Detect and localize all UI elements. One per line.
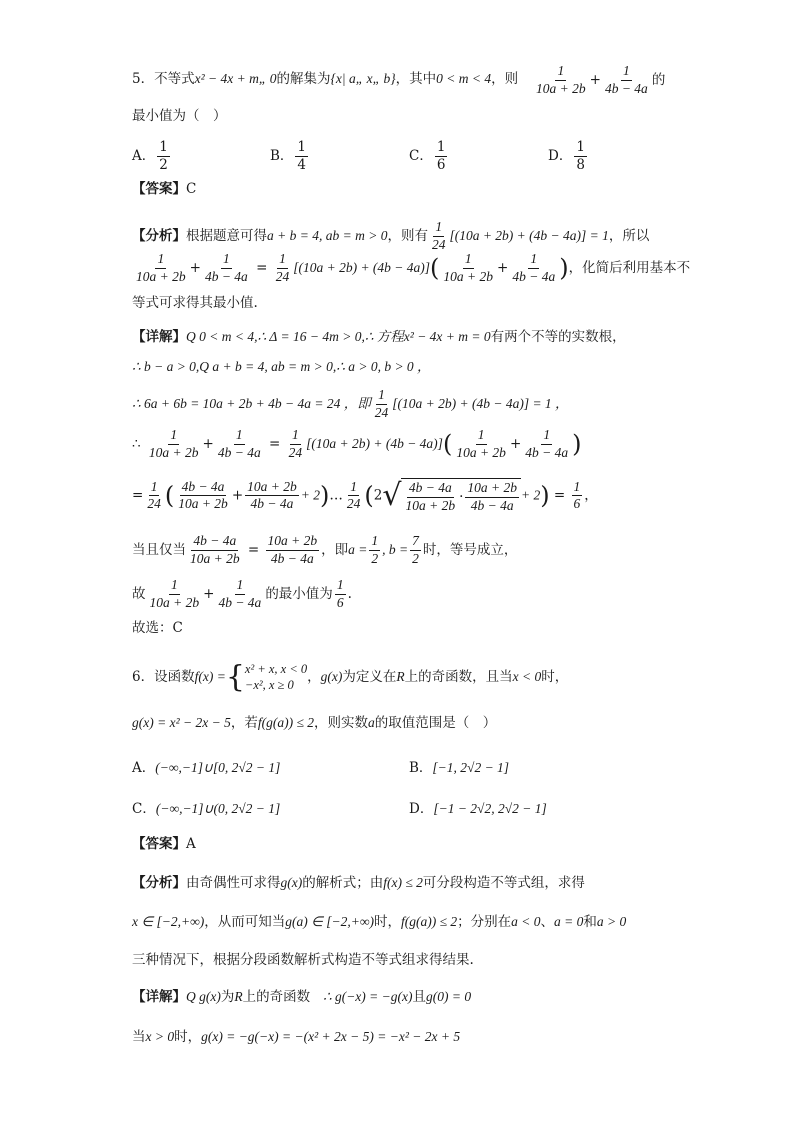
denominator: 10a + 2b — [148, 444, 199, 460]
answer-tag: 【答案】 — [132, 836, 186, 852]
fraction — [176, 480, 230, 513]
denominator: 10a + 2b — [536, 80, 586, 96]
q5-option-c[interactable] — [409, 140, 449, 173]
fraction — [188, 534, 242, 567]
q5-analysis-line2: $\frac{1}{10a + 2b}$ + $\frac{1}{4b - 4a}$ = $\frac{1}{24}$ [(10a + 2b) + (4b − 4a)]( $\frac{1}{10a + 2b}$ + $\frac{1}{4b - 4a}$ )，化简后利用基本不 — [136, 251, 691, 284]
option-label: D． — [409, 801, 434, 817]
sqrt: √ $\frac{4b - 4a}{10a + 2b}$ · $\frac{10a + 2b}{4b - 4a}$ — [382, 478, 521, 514]
numerator: 10a + 2b — [266, 534, 320, 551]
denominator: 2 — [371, 550, 379, 566]
option-label: B． — [270, 147, 294, 164]
fraction — [403, 481, 457, 514]
text: . — [347, 585, 352, 602]
text: 且 — [412, 989, 426, 1005]
numerator: 1 — [376, 388, 387, 405]
q5-detail-line1 — [132, 330, 626, 345]
numerator: 1 — [555, 64, 566, 81]
case: a = 0 — [554, 914, 584, 929]
text: ；分别在 — [457, 914, 512, 930]
denominator: 4b − 4a — [604, 80, 648, 96]
q6-analysis-line1 — [132, 876, 585, 891]
q6-option-b[interactable] — [409, 761, 509, 776]
plus: + — [231, 487, 244, 504]
q5-detail-line5: = $\frac{1}{24}$ ( $\frac{4b - 4a}{10a + 2b}$ + $\frac{10a + 2b}{4b - 4a}$ + 2)… $\frac{1}{24}$ (2 √ $\frac{4b - 4a}{10a + 2b}$ · $\frac{10a + 2b}{4b - 4a}$ + 2) = $\frac{1}{6}$ ， — [132, 477, 598, 513]
denominator: 10a + 2b — [443, 268, 494, 284]
fraction — [216, 428, 263, 461]
text: 有两个不等的实数根， — [490, 329, 626, 345]
denominator: 4b − 4a — [250, 496, 294, 512]
numerator: 1 — [528, 252, 539, 269]
q5-option-b[interactable] — [270, 140, 310, 173]
answer-value: A — [186, 836, 196, 852]
q5-detail-line3 — [132, 388, 569, 421]
denominator: 10a + 2b — [190, 550, 240, 566]
expression: [(10a + 2b) + (4b − 4a)] — [293, 259, 431, 275]
numerator: 1 — [572, 480, 583, 497]
denominator: 24 — [374, 404, 389, 420]
case-1: x² + x, x < 0 — [244, 662, 308, 676]
denominator: 2 — [159, 156, 168, 173]
option-text: [−1 − 2√2, 2√2 − 1] — [433, 801, 547, 816]
numerator: 1 — [463, 252, 474, 269]
denominator: 4b − 4a — [512, 268, 556, 284]
numerator: 1 — [369, 534, 380, 551]
fraction — [430, 220, 448, 253]
fraction — [574, 140, 587, 173]
plus-two: + 2 — [521, 487, 541, 503]
fraction — [216, 578, 263, 611]
fraction — [295, 140, 308, 173]
numerator: 1 — [149, 480, 160, 497]
denominator: 6 — [336, 594, 344, 610]
answer-tag: 【答案】 — [132, 181, 186, 197]
fraction — [245, 480, 299, 513]
variable-a: a — [368, 715, 375, 730]
denominator: 4b − 4a — [218, 594, 262, 610]
denominator: 4b − 4a — [217, 444, 261, 460]
numerator: 1 — [348, 480, 359, 497]
paren-open: ( — [442, 429, 453, 458]
paren-open: ( — [430, 253, 440, 282]
q5-detail-line4: ∴ $\frac{1}{10a + 2b}$ + $\frac{1}{4b - 4a}$ = $\frac{1}{24}$ [(10a + 2b) + (4b − 4a)]( $\frac{1}{10a + 2b}$ + $\frac{1}{4b - 4a}$ ) — [132, 427, 582, 460]
denominator: 4b − 4a — [525, 444, 569, 460]
text: 可分段构造不等式组，求得 — [422, 875, 585, 891]
analysis-tag: 【分析】 — [132, 875, 186, 891]
option-label: A． — [132, 760, 156, 776]
paren-close: ) — [540, 481, 550, 510]
denominator: 2 — [412, 550, 419, 566]
q5-analysis-line1 — [132, 220, 649, 253]
text: 故 — [132, 585, 146, 602]
q6-detail-line1 — [132, 990, 471, 1005]
fraction — [435, 140, 448, 173]
condition: f(g(a)) ≤ 2 — [257, 715, 315, 730]
q6-option-c[interactable] — [132, 802, 280, 817]
numerator: 1 — [436, 139, 446, 155]
option-text: (−∞,−1]∪[0, 2√2 − 1] — [155, 760, 281, 775]
numerator: 10a + 2b — [465, 481, 519, 498]
text: 上的奇函数，且当 — [404, 669, 513, 686]
fraction — [266, 534, 320, 567]
text: ，则 — [491, 71, 519, 87]
fraction — [373, 388, 391, 421]
text: ，化简后利用基本不 — [568, 259, 691, 276]
numerator: 1 — [297, 139, 307, 155]
text: 5．不等式 — [132, 71, 195, 87]
numerator: 1 — [290, 428, 301, 445]
numerator: 1 — [234, 428, 245, 445]
q6-analysis-line2 — [132, 915, 626, 930]
fraction — [510, 252, 557, 285]
denominator: 6 — [436, 156, 446, 173]
denominator: 10a + 2b — [456, 444, 506, 460]
denominator: 4b − 4a — [270, 550, 314, 566]
text: 由奇偶性可求得 — [186, 875, 281, 891]
piecewise-cases — [245, 662, 307, 693]
fraction — [572, 480, 583, 513]
denominator: 6 — [573, 496, 581, 512]
q5-option-a[interactable] — [132, 140, 172, 173]
function-name: f(x) = — [194, 669, 226, 685]
text: 和 — [583, 914, 597, 930]
text: ，即 — [321, 541, 349, 558]
two: 2 — [373, 487, 383, 504]
numerator: 1 — [335, 578, 346, 595]
text: 当且仅当 — [132, 541, 186, 558]
numerator: 1 — [576, 139, 585, 155]
case: a < 0 — [511, 914, 541, 929]
fraction — [335, 578, 346, 611]
plus: + — [509, 435, 522, 452]
therefore: ∴ — [132, 435, 141, 452]
expression: Q 0 < m < 4,∴ Δ = 16 − 4m > 0,∴ 方程 — [186, 329, 404, 344]
plus-two: + 2 — [300, 487, 320, 503]
plus: + — [203, 585, 215, 602]
fraction — [523, 428, 570, 461]
g-function: g(x) — [280, 875, 303, 890]
g-definition: g(x) = x² − 2x − 5 — [132, 715, 231, 730]
paren-open: ( — [164, 481, 175, 510]
fraction — [603, 64, 650, 97]
numerator: 1 — [169, 578, 180, 595]
text: ，从而可知当 — [204, 914, 286, 930]
q5-stem-line2: 最小值为（ ） — [132, 108, 227, 124]
option-text: [−1, 2√2 − 1] — [432, 760, 510, 775]
expression: g(0) = 0 — [426, 989, 472, 1004]
q5-option-d[interactable] — [548, 140, 589, 173]
fraction — [145, 480, 163, 513]
text: 为 — [220, 989, 235, 1005]
radical-icon: √ — [382, 477, 402, 513]
text: ，则有 — [387, 227, 428, 244]
condition: x < 0 — [512, 669, 542, 685]
plus: + — [189, 259, 201, 276]
q5-analysis-line3: 等式可求得其最小值. — [132, 295, 258, 311]
denominator: 10a + 2b — [136, 268, 186, 284]
q5-detail-line6: 当且仅当 $\frac{4b - 4a}{10a + 2b}$ = $\frac{10a + 2b}{4b - 4a}$ ，即a = $\frac{1}{2}$ , b = $\frac{7}{2}$ 时，等号成立， — [132, 533, 518, 566]
text: ，所以 — [608, 227, 650, 244]
denominator: 4 — [297, 156, 307, 173]
fraction — [534, 64, 588, 97]
numerator: 10a + 2b — [245, 480, 299, 497]
text: 的解集为 — [276, 71, 331, 87]
numerator: 1 — [476, 428, 487, 445]
plus: + — [589, 71, 601, 88]
text: 的取值范围是（ ） — [374, 715, 497, 731]
numerator: 4b − 4a — [180, 480, 227, 497]
text: 时， — [174, 1029, 202, 1045]
interval: g(a) ∈ [−2,+∞) — [285, 914, 374, 929]
condition: a + b = 4, ab = m > 0 — [267, 227, 388, 243]
reals: R — [234, 989, 243, 1004]
text: 为定义在 — [342, 669, 397, 686]
q6-option-a[interactable] — [132, 761, 280, 776]
option-label: C． — [132, 801, 156, 817]
fraction — [369, 534, 380, 567]
case-2: −x², x ≥ 0 — [244, 677, 294, 692]
text: 时， — [541, 669, 569, 686]
m-condition: 0 < m < 4 — [436, 71, 492, 86]
denominator: 24 — [275, 268, 290, 284]
paren-close: ) — [320, 481, 330, 510]
q5-target-expression — [532, 64, 665, 97]
numerator: 1 — [221, 252, 232, 269]
denominator: 24 — [431, 236, 446, 252]
fraction — [134, 252, 188, 285]
reals: R — [396, 669, 405, 685]
case: a > 0 — [596, 914, 627, 929]
option-label: D． — [548, 147, 573, 164]
denominator: 4b − 4a — [470, 497, 514, 513]
condition: f(x) ≤ 2 — [383, 875, 423, 890]
option-label: C． — [409, 147, 433, 164]
q6-analysis-line3: 三种情况下，根据分段函数解析式构造不等式组求得结果. — [132, 952, 474, 968]
denominator: 24 — [346, 496, 361, 512]
numerator: 1 — [235, 578, 246, 595]
text: 时， — [373, 914, 401, 930]
text: ， — [307, 669, 321, 686]
fraction — [465, 481, 519, 514]
plus: + — [202, 435, 214, 452]
fraction — [441, 252, 495, 285]
expression: [(10a + 2b) + (4b − 4a)] — [306, 435, 443, 451]
numerator: 1 — [433, 220, 444, 237]
q6-detail-line2 — [132, 1030, 460, 1045]
fraction — [274, 252, 292, 285]
denominator: 10a + 2b — [405, 497, 456, 513]
q6-option-d[interactable] — [409, 802, 547, 817]
plus: + — [497, 259, 509, 276]
paren-close: ) — [559, 253, 569, 282]
numerator: 1 — [155, 252, 166, 269]
condition: x > 0 — [145, 1029, 175, 1044]
condition: f(g(a)) ≤ 2 — [400, 914, 458, 929]
text: 根据题意可得 — [186, 227, 267, 244]
text: 、 — [540, 914, 554, 930]
analysis-tag: 【分析】 — [132, 227, 186, 244]
interval: x ∈ [−2,+∞) — [132, 914, 205, 929]
option-text: (−∞,−1]∪(0, 2√2 − 1] — [155, 801, 281, 816]
equation: x² − 4x + m = 0 — [403, 329, 491, 344]
numerator: 1 — [277, 252, 288, 269]
expression: g(x) = −g(−x) = −(x² + 2x − 5) = −x² − 2x + 5 — [201, 1029, 461, 1044]
denominator: 4b − 4a — [204, 268, 248, 284]
brace-icon: { — [225, 659, 245, 695]
text: 当 — [132, 1029, 146, 1045]
q5-choice: 故选：C — [132, 620, 183, 636]
detail-tag: 【详解】 — [132, 329, 186, 345]
numerator: 4b − 4a — [407, 481, 454, 498]
paren-open: ( — [364, 481, 374, 510]
option-label: A． — [132, 147, 156, 164]
fraction — [203, 252, 250, 285]
fraction — [410, 534, 421, 567]
text: ，其中 — [395, 71, 437, 87]
expression: ∴ g(−x) = −g(x) — [322, 989, 413, 1004]
text: 的解析式；由 — [302, 875, 384, 891]
numerator: 1 — [541, 428, 552, 445]
g-function: g(x) — [320, 669, 343, 685]
q5-detail-line7 — [132, 578, 352, 611]
equals: = — [132, 487, 144, 504]
q5-stem-line1 — [132, 72, 518, 87]
q6-answer — [132, 838, 196, 852]
geq: … — [329, 487, 343, 504]
denominator: 10a + 2b — [178, 496, 228, 512]
text: 的最小值为 — [265, 585, 333, 602]
numerator: 1 — [168, 428, 179, 445]
text: 上的奇函数 — [242, 989, 311, 1005]
text: 时，等号成立， — [422, 541, 518, 558]
denominator: 24 — [288, 444, 303, 460]
paren-close: ) — [572, 429, 582, 458]
denominator: 8 — [576, 156, 585, 173]
text: 的 — [651, 71, 666, 88]
text: 6．设函数 — [132, 669, 195, 686]
numerator: 4b − 4a — [191, 534, 238, 551]
expression: ∴ 6a + 6b = 10a + 2b + 4b − 4a = 24 ，即 — [132, 395, 371, 411]
detail-tag: 【详解】 — [132, 989, 186, 1005]
expression: [(10a + 2b) + (4b − 4a)] = 1 ， — [392, 395, 569, 411]
fraction — [147, 428, 201, 461]
numerator: 1 — [159, 139, 168, 155]
a-equals: a = — [348, 541, 368, 557]
expression: [(10a + 2b) + (4b − 4a)] = 1 — [449, 227, 609, 243]
expression: Q g(x) — [186, 989, 221, 1004]
q5-detail-line2: ∴ b − a > 0,Q a + b = 4, ab = m > 0,∴ a > 0, b > 0 ， — [132, 359, 431, 374]
inequality: x² − 4x + m„ 0 — [194, 71, 277, 86]
q6-stem-line2 — [132, 716, 496, 731]
solution-set: {x| a„ x„ b} — [330, 71, 396, 86]
numerator: 1 — [621, 64, 632, 81]
denominator: 24 — [147, 496, 161, 512]
q5-answer — [132, 183, 196, 197]
fraction — [148, 578, 202, 611]
fraction — [157, 140, 170, 173]
denominator: 10a + 2b — [149, 594, 200, 610]
text: ，则实数 — [314, 715, 369, 731]
option-label: B． — [409, 760, 433, 776]
q6-stem-line1 — [132, 659, 569, 695]
b-equals: , b = — [382, 541, 409, 557]
fraction — [454, 428, 508, 461]
fraction — [287, 428, 305, 461]
text: ，若 — [230, 715, 258, 731]
fraction — [345, 480, 363, 513]
answer-value: C — [186, 181, 197, 197]
numerator: 7 — [410, 534, 421, 551]
